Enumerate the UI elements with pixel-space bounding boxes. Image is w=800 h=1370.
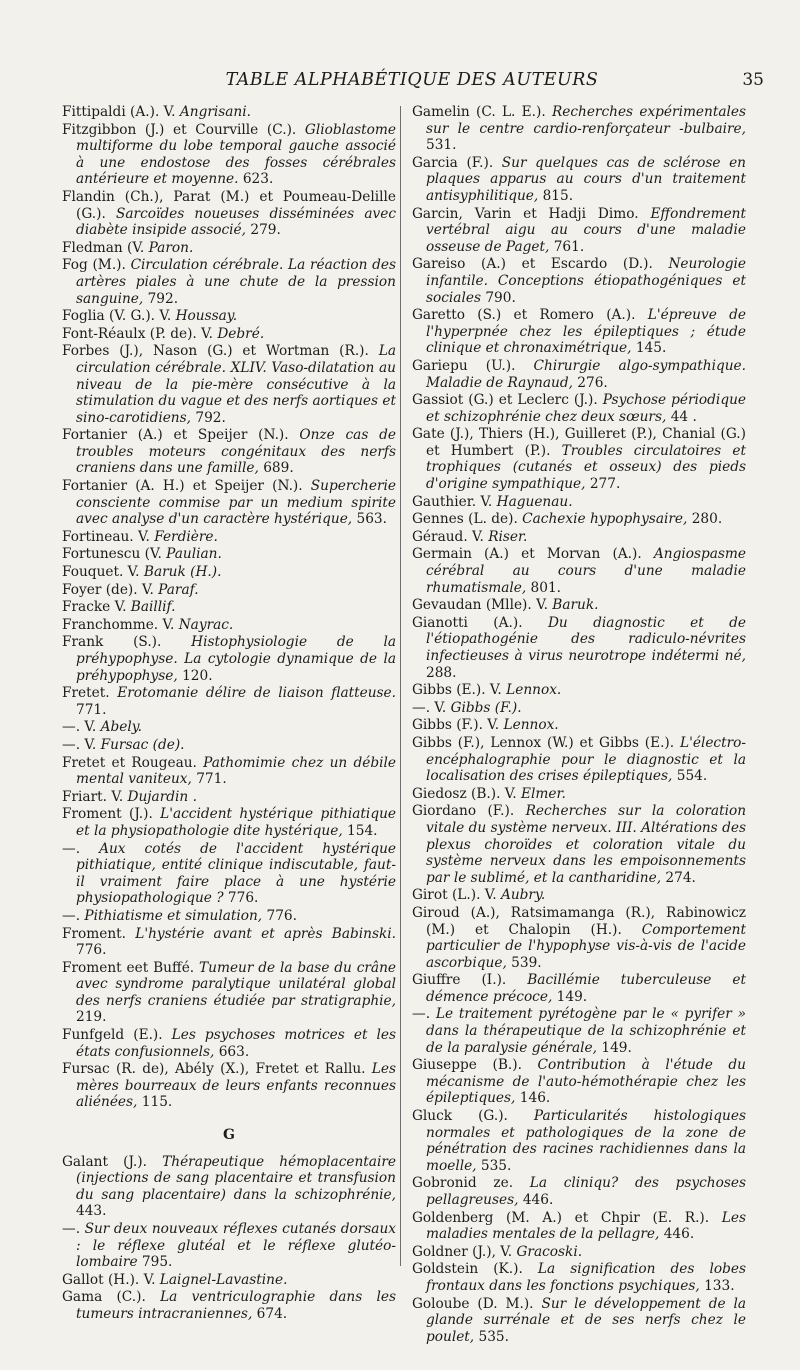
entry-author: Frank (S.). <box>62 634 162 651</box>
entry-author: Géraud. V. <box>412 528 484 545</box>
entry-title: Haguenau. <box>492 493 573 510</box>
entry-page: 792. <box>191 409 226 426</box>
index-entry <box>412 426 746 492</box>
entry-author: Fortanier (A.) et Speijer (N.). <box>62 427 289 444</box>
entry-title: Abely. <box>96 719 142 736</box>
index-entry <box>412 1175 746 1208</box>
entry-page: 771. <box>76 701 107 718</box>
entry-title: Neurologie infantile. Conceptions étiopathogéniques et sociales <box>426 256 746 306</box>
entry-title: Debré. <box>212 325 265 342</box>
entry-page: 761. <box>549 238 585 255</box>
entry-page: 674. <box>252 1305 288 1322</box>
index-entry <box>62 908 396 925</box>
index-entry <box>412 682 746 699</box>
index-entry <box>412 1057 746 1107</box>
running-header <box>60 70 764 96</box>
index-entry <box>62 189 396 239</box>
entry-page: 776. <box>223 890 259 907</box>
index-entry <box>412 104 746 154</box>
index-entry <box>62 1061 396 1111</box>
index-entry <box>62 617 396 634</box>
entry-author: Gauthier. V. <box>412 493 493 510</box>
entry-title: Recherches expérimentales sur le centre cardio-renforçateur -bulbaire, <box>426 104 747 137</box>
entry-author: Giedosz (B.). V. <box>412 785 517 802</box>
entry-title: Aux cotés de l'accident hystérique pithiatique, entité clinique indiscutable, faut-il vraiment faire place à une hystérie physiopathologique ? <box>76 840 396 907</box>
entry-author: Fledman (V. <box>62 239 145 256</box>
index-entry <box>62 634 396 684</box>
index-entry <box>62 478 396 528</box>
index-entry <box>62 122 396 188</box>
entry-author: —. V. <box>62 736 97 753</box>
entry-author: Giordano (F.). <box>412 803 515 820</box>
entry-author: Garetto (S.) et Romero (A.). <box>412 307 636 324</box>
index-entry <box>62 1272 396 1289</box>
index-entry <box>62 599 396 616</box>
entry-title: Onze cas de troubles moteurs congénitaux des nerfs craniens dans une famille, <box>76 427 396 477</box>
entry-page: 120. <box>177 667 213 684</box>
index-entry <box>412 155 746 205</box>
index-entry <box>412 256 746 306</box>
entry-title: Glioblastome multiforme du lobe temporal gauche associé à une endostose des fosses cérébrales antérieure et moyenne. <box>76 121 396 188</box>
entry-author: Gallot (H.). V. <box>62 1271 156 1288</box>
entry-page: 276. <box>572 374 608 391</box>
left-entries <box>62 104 396 1111</box>
index-entry <box>412 511 746 528</box>
index-entry <box>62 343 396 426</box>
entry-title: Angiospasme cérébral au cours d'une maladie rhumatismale, <box>426 546 746 596</box>
index-entry <box>62 240 396 257</box>
index-entry <box>62 308 396 325</box>
entry-title: Lennox. <box>501 682 562 699</box>
entry-author: Funfgeld (E.). <box>62 1027 163 1044</box>
entry-author: —. V. <box>62 719 97 736</box>
entry-author: Gevaudan (Mlle). V. <box>412 597 548 614</box>
entry-title: Riser. <box>483 528 528 545</box>
section-letter: G <box>223 1127 235 1144</box>
index-entry <box>62 427 396 477</box>
index-entry <box>412 597 746 614</box>
entry-author: Gareiso (A.) et Escardo (D.). <box>412 256 653 273</box>
index-entry <box>62 755 396 788</box>
entry-title: L'hystérie avant et après Babinski. <box>126 925 396 942</box>
index-entry <box>62 806 396 839</box>
entry-title: Circulation cérébrale. La réaction des artères piales à une chute de la pression sanguine, <box>76 257 396 307</box>
entry-title: Gracoski. <box>512 1243 583 1260</box>
right-column <box>412 104 746 1346</box>
entry-page: 776. <box>76 942 107 959</box>
entry-title: Sur deux nouveaux réflexes cutanés dorsaux : le réflexe glutéal et le réflexe glutéo-lombaire <box>76 1221 396 1271</box>
index-entry <box>62 104 396 121</box>
entry-author: Franchomme. V. <box>62 616 175 633</box>
index-entry <box>62 326 396 343</box>
entry-page: 149. <box>552 988 588 1005</box>
entry-page: 790. <box>480 289 516 306</box>
entry-author: —. V. <box>412 699 447 716</box>
index-entry <box>412 358 746 391</box>
index-entry <box>62 529 396 546</box>
entry-page: 815. <box>538 187 574 204</box>
index-entry <box>412 494 746 511</box>
entry-title: Chirurgie algo-sympathique. Maladie de Raynaud, <box>426 357 746 391</box>
entry-title: Dujardin . <box>123 788 197 805</box>
entry-author: Froment (J.). <box>62 806 153 823</box>
index-entry <box>412 887 746 904</box>
index-entry <box>412 392 746 425</box>
entry-page: 274. <box>661 869 696 886</box>
entry-page: 443. <box>76 1203 107 1220</box>
index-entry <box>62 719 396 736</box>
entry-title: Laignel-Lavastine. <box>155 1271 288 1288</box>
entry-author: Gate (J.), Thiers (H.), Guilleret (P.), Chanial (G.) et Humbert (P.). <box>412 426 746 459</box>
entry-author: Gobronid ze. <box>412 1175 514 1192</box>
entry-author: Fortunescu (V. <box>62 546 162 563</box>
entry-author: Gassiot (G.) et Leclerc (J.). <box>412 392 598 409</box>
entry-author: Friart. V. <box>62 788 124 805</box>
entry-title: Tumeur de la base du crâne avec syndrome paralytique unilatéral global des nerfs craniens étudiée par stratigraphie, <box>76 959 396 1009</box>
entry-title: Thérapeutique hémoplacentaire (injections de sang placentaire et transfusion du sang placentaire) dans la schizophrénie, <box>76 1153 396 1203</box>
index-entry <box>62 1221 396 1271</box>
entry-title: Cachexie hypophysaire, <box>517 511 688 528</box>
entry-page: 795. <box>137 1254 173 1271</box>
page-number: 35 <box>742 70 764 90</box>
entry-author: Goldenberg (M. A.) et Chpir (E. R.). <box>412 1209 710 1226</box>
entry-author: Froment. <box>62 925 127 942</box>
right-entries <box>412 104 746 1345</box>
entry-title: Recherches sur la coloration vitale du système nerveux. III. Altérations des plexus choroïdes et coloration vitale du système nerveux dans les empoisonnements par le sublimé, et la cantharidine, <box>426 803 747 886</box>
entry-author: —. <box>62 1221 81 1237</box>
entry-title: Pathomimie chez un débile mental vaniteux, <box>76 754 396 788</box>
entry-author: Goldstein (K.). <box>412 1261 523 1278</box>
index-entry <box>412 1210 746 1243</box>
entry-author: —. <box>62 907 81 924</box>
entry-author: Fursac (R. de), Abély (X.), Fretet et Rallu. <box>62 1061 366 1078</box>
index-entry <box>412 546 746 596</box>
entry-page: 133. <box>699 1277 735 1294</box>
entry-title: Sur le développement de la glande surrénale et de ses nerfs chez le poulet, <box>426 1295 747 1345</box>
entry-author: Goldner (J.), V. <box>412 1243 513 1260</box>
entry-page: 146. <box>515 1090 551 1107</box>
index-entry <box>62 582 396 599</box>
entry-page: 535. <box>474 1328 509 1345</box>
entry-author: Gluck (G.). <box>412 1108 508 1125</box>
entry-page: 689. <box>258 460 294 477</box>
entry-author: Fretet et Rougeau. <box>62 754 197 771</box>
entry-page: 801. <box>526 579 562 596</box>
entry-page: 792. <box>143 290 179 307</box>
index-entry <box>412 615 746 681</box>
left-column <box>62 104 396 1324</box>
entry-page: 280. <box>687 511 723 528</box>
entry-title: Baruk (H.). <box>139 564 222 581</box>
left-entries-g <box>62 1154 396 1323</box>
entry-author: Goloube (D. M.). <box>412 1295 534 1312</box>
index-entry <box>412 529 746 546</box>
entry-title: Contribution à l'étude du mécanisme de l'auto-hémothérapie chez les épileptiques, <box>426 1057 746 1107</box>
entry-title: Psychose périodique et schizophrénie chez deux sœurs, <box>426 392 746 425</box>
entry-title: Les psychoses motrices et les états confusionnels, <box>76 1027 397 1060</box>
index-entry <box>412 803 746 886</box>
entry-author: Fortanier (A. H.) et Speijer (N.). <box>62 478 303 495</box>
column-divider <box>400 106 401 1266</box>
entry-title: L'électro-encéphalographie pour le diagnostic et la localisation des crises épileptiques, <box>426 734 746 785</box>
index-entry <box>412 307 746 357</box>
entry-author: Giroud (A.), Ratsimamanga (R.), Rabinowicz (M.) et Chalopin (H.). <box>412 904 746 938</box>
entry-page: 446. <box>659 1226 695 1243</box>
entry-page: 535. <box>476 1157 512 1174</box>
entry-author: Fouquet. V. <box>62 564 140 581</box>
entry-title: Histophysiologie de la préhypophyse. La cytologie dynamique de la préhypophyse, <box>76 634 397 684</box>
entry-page: 279. <box>246 222 281 239</box>
entry-title: Fursac (de). <box>96 736 185 753</box>
entry-title: Gibbs (F.). <box>446 699 522 716</box>
entry-title: Sarcoïdes noueuses disséminées avec diabète insipide associé, <box>76 205 396 239</box>
entry-author: Giuffre (I.). <box>412 972 507 989</box>
index-entry <box>62 926 396 959</box>
entry-page: 149. <box>597 1039 632 1056</box>
index-entry <box>62 1027 396 1060</box>
index-entry <box>62 546 396 563</box>
page-title: TABLE ALPHABÉTIQUE DES AUTEURS <box>225 70 599 90</box>
entry-title: Les mères bourreaux de leurs enfants reconnues aliénées, <box>76 1061 396 1111</box>
entry-author: Gama (C.). <box>62 1289 146 1306</box>
entry-author: Gennes (L. de). <box>412 511 518 528</box>
entry-title: Erotomanie délire de liaison flatteuse. <box>109 685 396 702</box>
index-entry <box>412 1296 746 1346</box>
index-entry <box>412 206 746 256</box>
entry-author: Foglia (V. G.). V. <box>62 308 172 325</box>
index-entry <box>412 700 746 717</box>
entry-author: Giuseppe (B.). <box>412 1057 522 1074</box>
entry-title: Troubles circulatoires et trophiques (cutanés et osseux) des pieds d'origine sympathique, <box>426 442 746 493</box>
index-entry <box>62 685 396 718</box>
entry-title: Aubry. <box>496 887 546 904</box>
entry-page: 219. <box>76 1009 107 1026</box>
entry-title: La signification des lobes frontaux dans les fonctions psychiques, <box>426 1261 746 1294</box>
index-entry <box>412 1108 746 1174</box>
entry-title: L'accident hystérique pithiatique et la physiopathologie dite hystérique, <box>76 806 396 839</box>
entry-title: L'épreuve de l'hyperpnée chez les épileptiques ; étude clinique et chronaximétrique, <box>426 307 747 357</box>
entry-title: Sur quelques cas de sclérose en plaques apparus au cours d'un traitement antisyphilitique, <box>426 154 746 204</box>
entry-page: 539. <box>506 954 542 971</box>
index-entry <box>62 1289 396 1322</box>
entry-page: 771. <box>191 771 227 788</box>
entry-author: Fittipaldi (A.). V. <box>62 104 176 120</box>
index-entry <box>412 717 746 734</box>
entry-author: Gariepu (U.). <box>412 357 516 374</box>
entry-author: Foyer (de). V. <box>62 581 154 598</box>
entry-title: Baruk. <box>547 597 599 614</box>
entry-title: Pithiatisme et simulation, <box>80 907 263 924</box>
entry-author: Fracke V. <box>62 599 127 616</box>
entry-author: Gibbs (F.). V. <box>412 717 500 734</box>
entry-title: Particularités histologiques normales et pathologiques de la zone de pénétration des racines rachidiennes dans la moelle, <box>426 1108 746 1174</box>
entry-title: Effondrement vertébral aigu au cours d'une maladie osseuse de Paget, <box>426 205 746 255</box>
index-entry <box>62 257 396 307</box>
entry-page: 776. <box>262 907 297 924</box>
index-entry <box>412 1006 746 1056</box>
entry-page: 154. <box>342 822 378 839</box>
entry-author: —. <box>412 1006 431 1023</box>
entry-author: Germain (A.) et Morvan (A.). <box>412 546 642 563</box>
entry-page: 277. <box>585 476 621 493</box>
entry-title: Baillif. <box>126 599 176 616</box>
index-entry <box>62 1154 396 1220</box>
entry-title: Paraf. <box>153 581 199 598</box>
entry-author: Fretet. <box>62 685 110 702</box>
entry-page: 563. <box>352 511 387 528</box>
index-entry <box>62 960 396 1026</box>
entry-title: Elmer. <box>516 785 566 802</box>
entry-page: 288. <box>426 664 457 681</box>
entry-title: Paron. <box>144 239 194 256</box>
entry-title: Du diagnostic et de l'étiopathogénie des radiculo-névrites infectieuses à virus neurotrope indétermi né, <box>426 614 747 664</box>
entry-page: 115. <box>137 1094 173 1111</box>
entry-page: 663. <box>214 1043 250 1060</box>
entry-title: Supercherie consciente commise par un medium spirite avec analyse d'un caractère hystérique, <box>76 478 396 528</box>
entry-page: 44 . <box>666 408 697 425</box>
index-entry <box>412 735 746 785</box>
entry-title: Bacillémie tuberculeuse et démence précoce, <box>426 972 746 1005</box>
entry-title: Angrisani. <box>175 104 251 120</box>
index-entry <box>412 1261 746 1294</box>
entry-author: Gianotti (A.). <box>412 614 523 631</box>
entry-title: Ferdière. <box>149 528 218 545</box>
entry-page: 446. <box>518 1192 554 1208</box>
entry-author: Gibbs (E.). V. <box>412 682 502 699</box>
index-entry <box>62 789 396 806</box>
entry-author: Galant (J.). <box>62 1153 147 1170</box>
entry-author: Forbes (J.), Nason (G.) et Wortman (R.). <box>62 343 369 360</box>
index-entry <box>62 564 396 581</box>
entry-author: Garcin, Varin et Hadji Dimo. <box>412 205 639 222</box>
entry-author: —. <box>62 840 81 857</box>
index-entry <box>412 786 746 803</box>
index-entry <box>412 972 746 1005</box>
entry-page: 145. <box>631 340 667 357</box>
entry-title: La circulation cérébrale. XLIV. Vaso-dilatation au niveau de la pie-mère consécutive à la stimulation du vague et des nerfs aortiques et sino-carotidiens, <box>76 343 397 426</box>
entry-title: Comportement particulier de l'hypophyse vis-à-vis de l'acide ascorbique, <box>426 921 746 971</box>
entry-author: Gibbs (F.), Lennox (W.) et Gibbs (E.). <box>412 734 675 751</box>
entry-author: Gamelin (C. L. E.). <box>412 104 546 120</box>
entry-author: Girot (L.). V. <box>412 887 497 904</box>
index-entry <box>412 1244 746 1261</box>
entry-title: Paulian. <box>161 546 222 563</box>
entry-author: Flandin (Ch.), Parat (M.) et Poumeau-Delille (G.). <box>62 188 396 222</box>
entry-page: 554. <box>672 768 708 785</box>
entry-title: Houssay. <box>171 308 238 325</box>
entry-page: 623. <box>238 171 274 188</box>
index-entry <box>62 737 396 754</box>
entry-title: Lennox. <box>499 717 559 734</box>
entry-title: Nayrac. <box>174 616 234 633</box>
entry-author: Garcia (F.). <box>412 154 494 171</box>
entry-page: 531. <box>426 137 457 154</box>
entry-title: La ventriculographie dans les tumeurs intracraniennes, <box>76 1289 396 1322</box>
entry-author: Font-Réaulx (P. de). V. <box>62 325 213 342</box>
entry-author: Froment eet Buffé. <box>62 959 195 976</box>
index-entry <box>412 905 746 971</box>
entry-title: Le traitement pyrétogène par le « pyrifer » dans la thérapeutique de la schizophrénie et de la paralysie générale, <box>426 1006 746 1056</box>
index-entry <box>62 841 396 907</box>
entry-author: Fitzgibbon (J.) et Courville (C.). <box>62 121 297 138</box>
entry-title: La cliniqu? des psychoses pellagreuses, <box>426 1175 746 1208</box>
entry-title: Les maladies mentales de la pellagre, <box>426 1209 746 1243</box>
entry-author: Fortineau. V. <box>62 528 150 545</box>
entry-author: Fog (M.). <box>62 257 126 274</box>
